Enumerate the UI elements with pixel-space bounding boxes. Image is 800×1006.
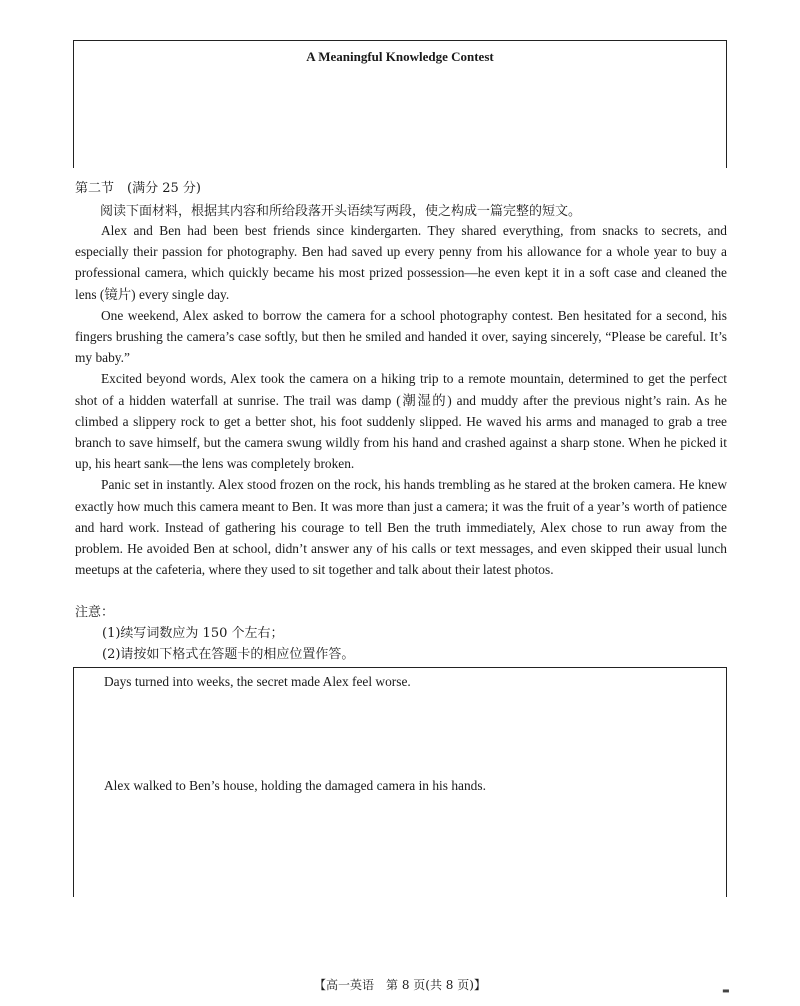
passage-paragraph-4: Panic set in instantly. Alex stood frozen on the rock, his hands trembling as he stared at the broken camera. He knew exactly how much this camera meant to Ben. It was more than just a camera; it was the fruit of a year’s worth of patience and hard work. Instead of gathering his courage to tell Ben the truth immediately, Alex chose to run away from the problem. He avoided Ben at school, didn’t answer any of his calls or text messages, and even skipped their usual lunch meetups at the cafeteria, where they used to sit together and talk about their latest photos. xyxy=(75,477,727,578)
previous-writing-box xyxy=(73,40,727,168)
passage-paragraph-1: Alex and Ben had been best friends since kindergarten. They shared everything, from snacks to secrets, and especially their passion for photography. Ben had saved up every penny from his allowance for a whole year to buy a professional camera, which quickly became his most prized possession—he even kept it in a soft case and cleaned the lens (镜片) every single day. xyxy=(75,223,727,302)
passage-paragraph-3: Excited beyond words, Alex took the camera on a hiking trip to a remote mountain, determined to get the perfect shot of a hidden waterfall at sunrise. The trail was damp (潮湿的) and muddy after the previous night’s rain. As he climbed a slippery rock to get a better shot, his foot suddenly slipped. He waved his arms and managed to grab a tree branch to save himself, but the camera swung wildly from his hand and crashed against a sharp stone. When he picked it up, his heart sank—the lens was completely broken. xyxy=(75,371,727,472)
notes-label: 注意： xyxy=(75,605,115,620)
page-footer: 【高一英语 第 8 页(共 8 页)】 xyxy=(314,978,486,992)
paragraph-opener-2: Alex walked to Ben’s house, holding the damaged camera in his hands. xyxy=(104,778,486,793)
answer-box xyxy=(73,667,727,897)
section-instruction: 阅读下面材料，根据其内容和所给段落开头语续写两段，使之构成一篇完整的短文。 xyxy=(100,204,582,219)
section-heading: 第二节 (满分 25 分) xyxy=(75,181,201,196)
paragraph-opener-1: Days turned into weeks, the secret made Alex feel worse. xyxy=(104,674,411,689)
reading-passage xyxy=(75,220,727,580)
previous-essay-title: A Meaningful Knowledge Contest xyxy=(306,49,494,64)
note-item-2: (2)请按如下格式在答题卡的相应位置作答。 xyxy=(102,647,355,662)
passage-paragraph-2: One weekend, Alex asked to borrow the camera for a school photography contest. Ben hesitated for a second, his fingers brushing the camera’s case softly, but then he smiled and handed it over, saying sincerely, “Please be careful. It’s my baby.” xyxy=(75,307,727,366)
corner-mark: ▬ xyxy=(722,986,730,995)
note-item-1: (1)续写词数应为 150 个左右； xyxy=(102,626,284,641)
notes-section xyxy=(75,602,354,665)
